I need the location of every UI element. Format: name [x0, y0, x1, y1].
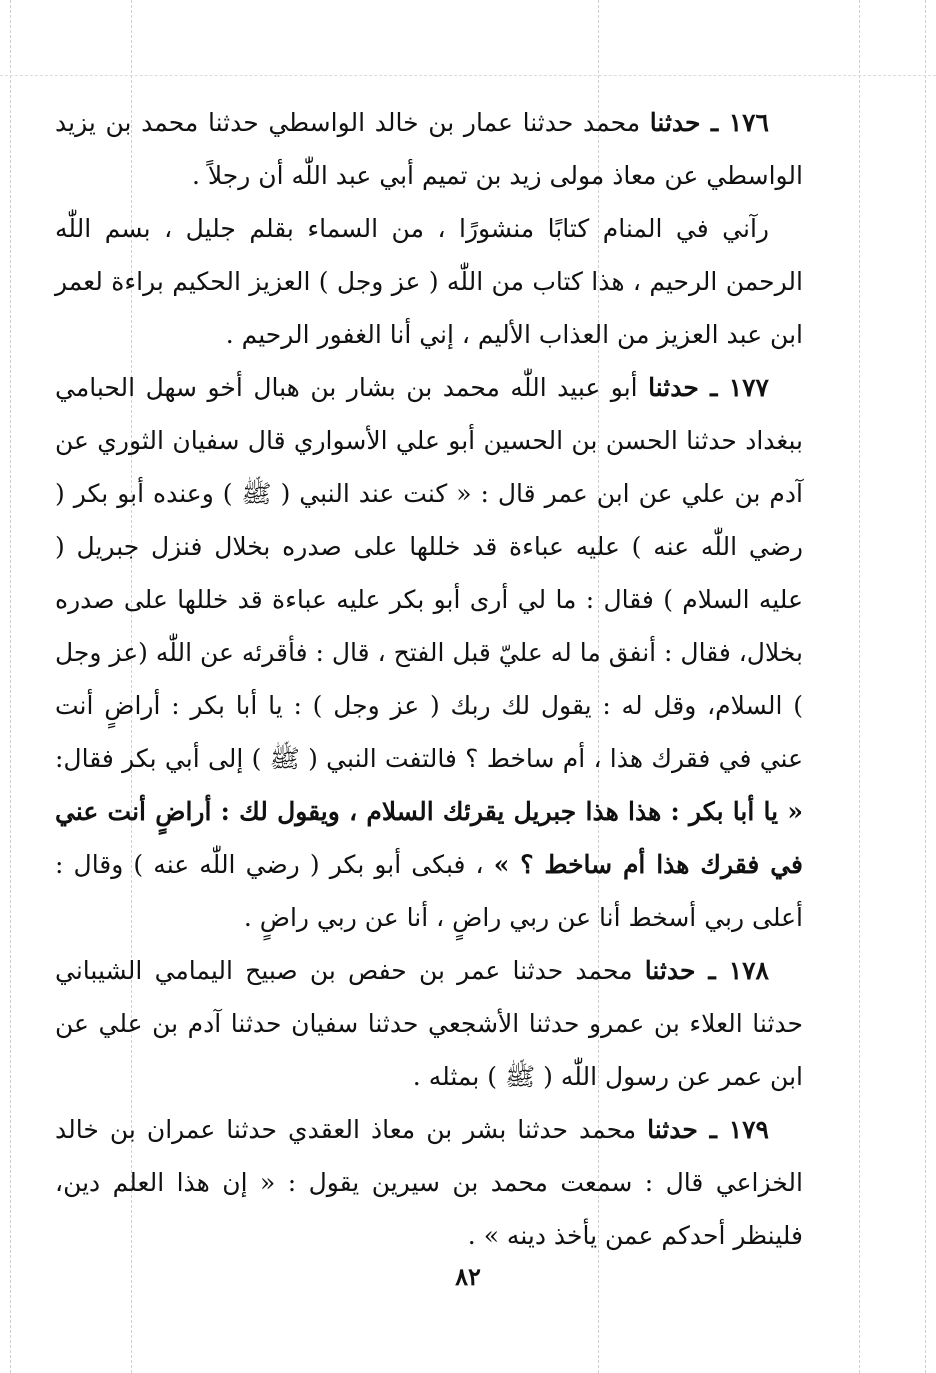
scan-guide-line	[10, 0, 11, 1373]
hadith-number-heading: ١٧٨ ـ حدثنا	[644, 956, 769, 985]
hadith-text: محمد حدثنا عمار بن خالد الواسطي حدثنا محمد بن يزيد الواسطي عن معاذ مولى زيد بن تميم أبي عبد اللّٰه أن رجلاً .	[55, 108, 803, 190]
hadith-number-heading: ١٧٦ ـ حدثنا	[649, 108, 769, 137]
scan-guide-line	[0, 75, 936, 76]
hadith-text: أبو عبيد اللّٰه محمد بن بشار بن هبال أخو سهل الحبامي ببغداد حدثنا الحسن بن الحسين أبو علي الأسواري قال سفيان الثوري عن آدم بن علي عن ابن عمر قال : « كنت عند النبي ( ﷺ ) وعنده أبو بكر ( رضي اللّٰه عنه ) عليه عباءة قد خللها على صدره بخلال فنزل جبريل ( عليه السلام ) فقال : ما لي أرى أبو بكر عليه عباءة قد خللها على صدره بخلال، فقال : أنفق ما له عليّ قبل الفتح ، قال : فأقرئه عن اللّٰه (عز وجل ) السلام، وقل له : يقول لك ربك ( عز وجل ) : يا أبا بكر : أراضٍ أنت عني في فقرك هذا ، أم ساخط ؟ فالتفت النبي ( ﷺ ) إلى أبي بكر فقال:	[55, 373, 803, 773]
hadith-text: محمد حدثنا بشر بن معاذ العقدي حدثنا عمران بن خالد الخزاعي قال : سمعت محمد بن سيرين يقول : « إن هذا العلم دين، فلينظر أحدكم عمن يأخذ دينه » .	[55, 1115, 803, 1250]
hadith-text: ، فبكى أبو بكر ( رضي اللّٰه عنه ) وقال : أعلى ربي أسخط أنا عن ربي راضٍ ، أنا عن ربي راضٍ .	[55, 850, 803, 932]
hadith-text: محمد حدثنا عمر بن حفص بن صبيح اليمامي الشيباني حدثنا العلاء بن عمرو حدثنا الأشجعي حدثنا سفيان حدثنا آدم بن علي عن ابن عمر عن رسول اللّٰه ( ﷺ ) بمثله .	[55, 956, 803, 1091]
scan-guide-line	[859, 0, 860, 1373]
hadith-number-heading: ١٧٧ ـ حدثنا	[648, 373, 769, 402]
hadith-177	[55, 361, 803, 944]
hadith-179	[55, 1103, 803, 1262]
page-body	[55, 96, 803, 1262]
hadith-text: رآني في المنام كتابًا منشورًا ، من السماء بقلم جليل ، بسم اللّٰه الرحمن الرحيم ، هذا كتاب من اللّٰه ( عز وجل ) العزيز الحكيم براءة لعمر ابن عبد العزيز من العذاب الأليم ، إني أنا الغفور الرحيم .	[55, 214, 803, 349]
hadith-176-continuation	[55, 202, 803, 361]
hadith-number-heading: ١٧٩ ـ حدثنا	[647, 1115, 769, 1144]
page-number: ٨٢	[455, 1262, 481, 1291]
scan-guide-line	[925, 0, 926, 1373]
hadith-176	[55, 96, 803, 202]
hadith-quote: « يا أبا بكر : هذا هذا جبريل يقرئك السلام ، ويقول لك : أراضٍ أنت عني في فقرك هذا أم ساخط ؟ »	[55, 797, 803, 879]
hadith-178	[55, 944, 803, 1103]
